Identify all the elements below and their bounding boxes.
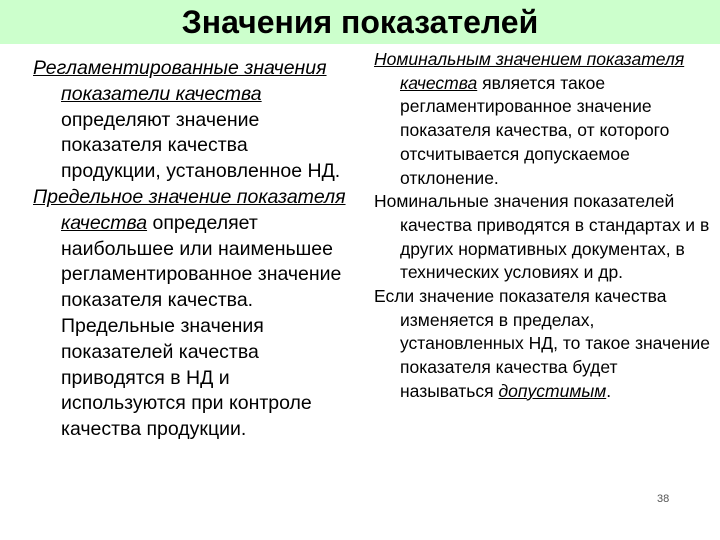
- nominal-values-sources-paragraph: Номинальные значения показателей качества приводятся в стандартах и в других нормативных документах, в технических условиях и др.: [374, 191, 710, 283]
- slide-title: Значения показателей: [181, 4, 539, 40]
- regulated-values-text: определяют значение показателя качества продукции, установленное НД.: [61, 108, 341, 183]
- permissible-value-end: .: [606, 380, 612, 401]
- limit-value-text: определяет наибольшее или наименьшее регламентированное значение показателя качества. Предельные значения показателей качества приводятся в НД и используются при контроле качества продукции.: [61, 211, 342, 441]
- regulated-values-term: Регламентированные значения показатели качества: [33, 57, 327, 105]
- permissible-value-paragraph: [374, 285, 714, 404]
- nominal-value-text: является такое регламентированное значение показателя качества, от которого отсчитывается допускаемое отклонение.: [400, 72, 670, 188]
- regulated-values-paragraph: [33, 56, 348, 185]
- permissible-value-text: Если значение показателя качества изменяется в пределах, установленных НД, то такое значение показателя качества будет называться: [374, 286, 711, 401]
- limit-value-term: Предельное значение показателя качества: [33, 185, 346, 234]
- right-column: [374, 48, 714, 404]
- slide-number: 38: [657, 493, 670, 505]
- limit-value-paragraph: [33, 185, 348, 443]
- left-column: [33, 56, 348, 443]
- permissible-value-term: допустимым: [498, 380, 607, 401]
- nominal-value-paragraph: [374, 48, 714, 190]
- nominal-value-term: Номинальным значением показателя качества: [374, 49, 685, 93]
